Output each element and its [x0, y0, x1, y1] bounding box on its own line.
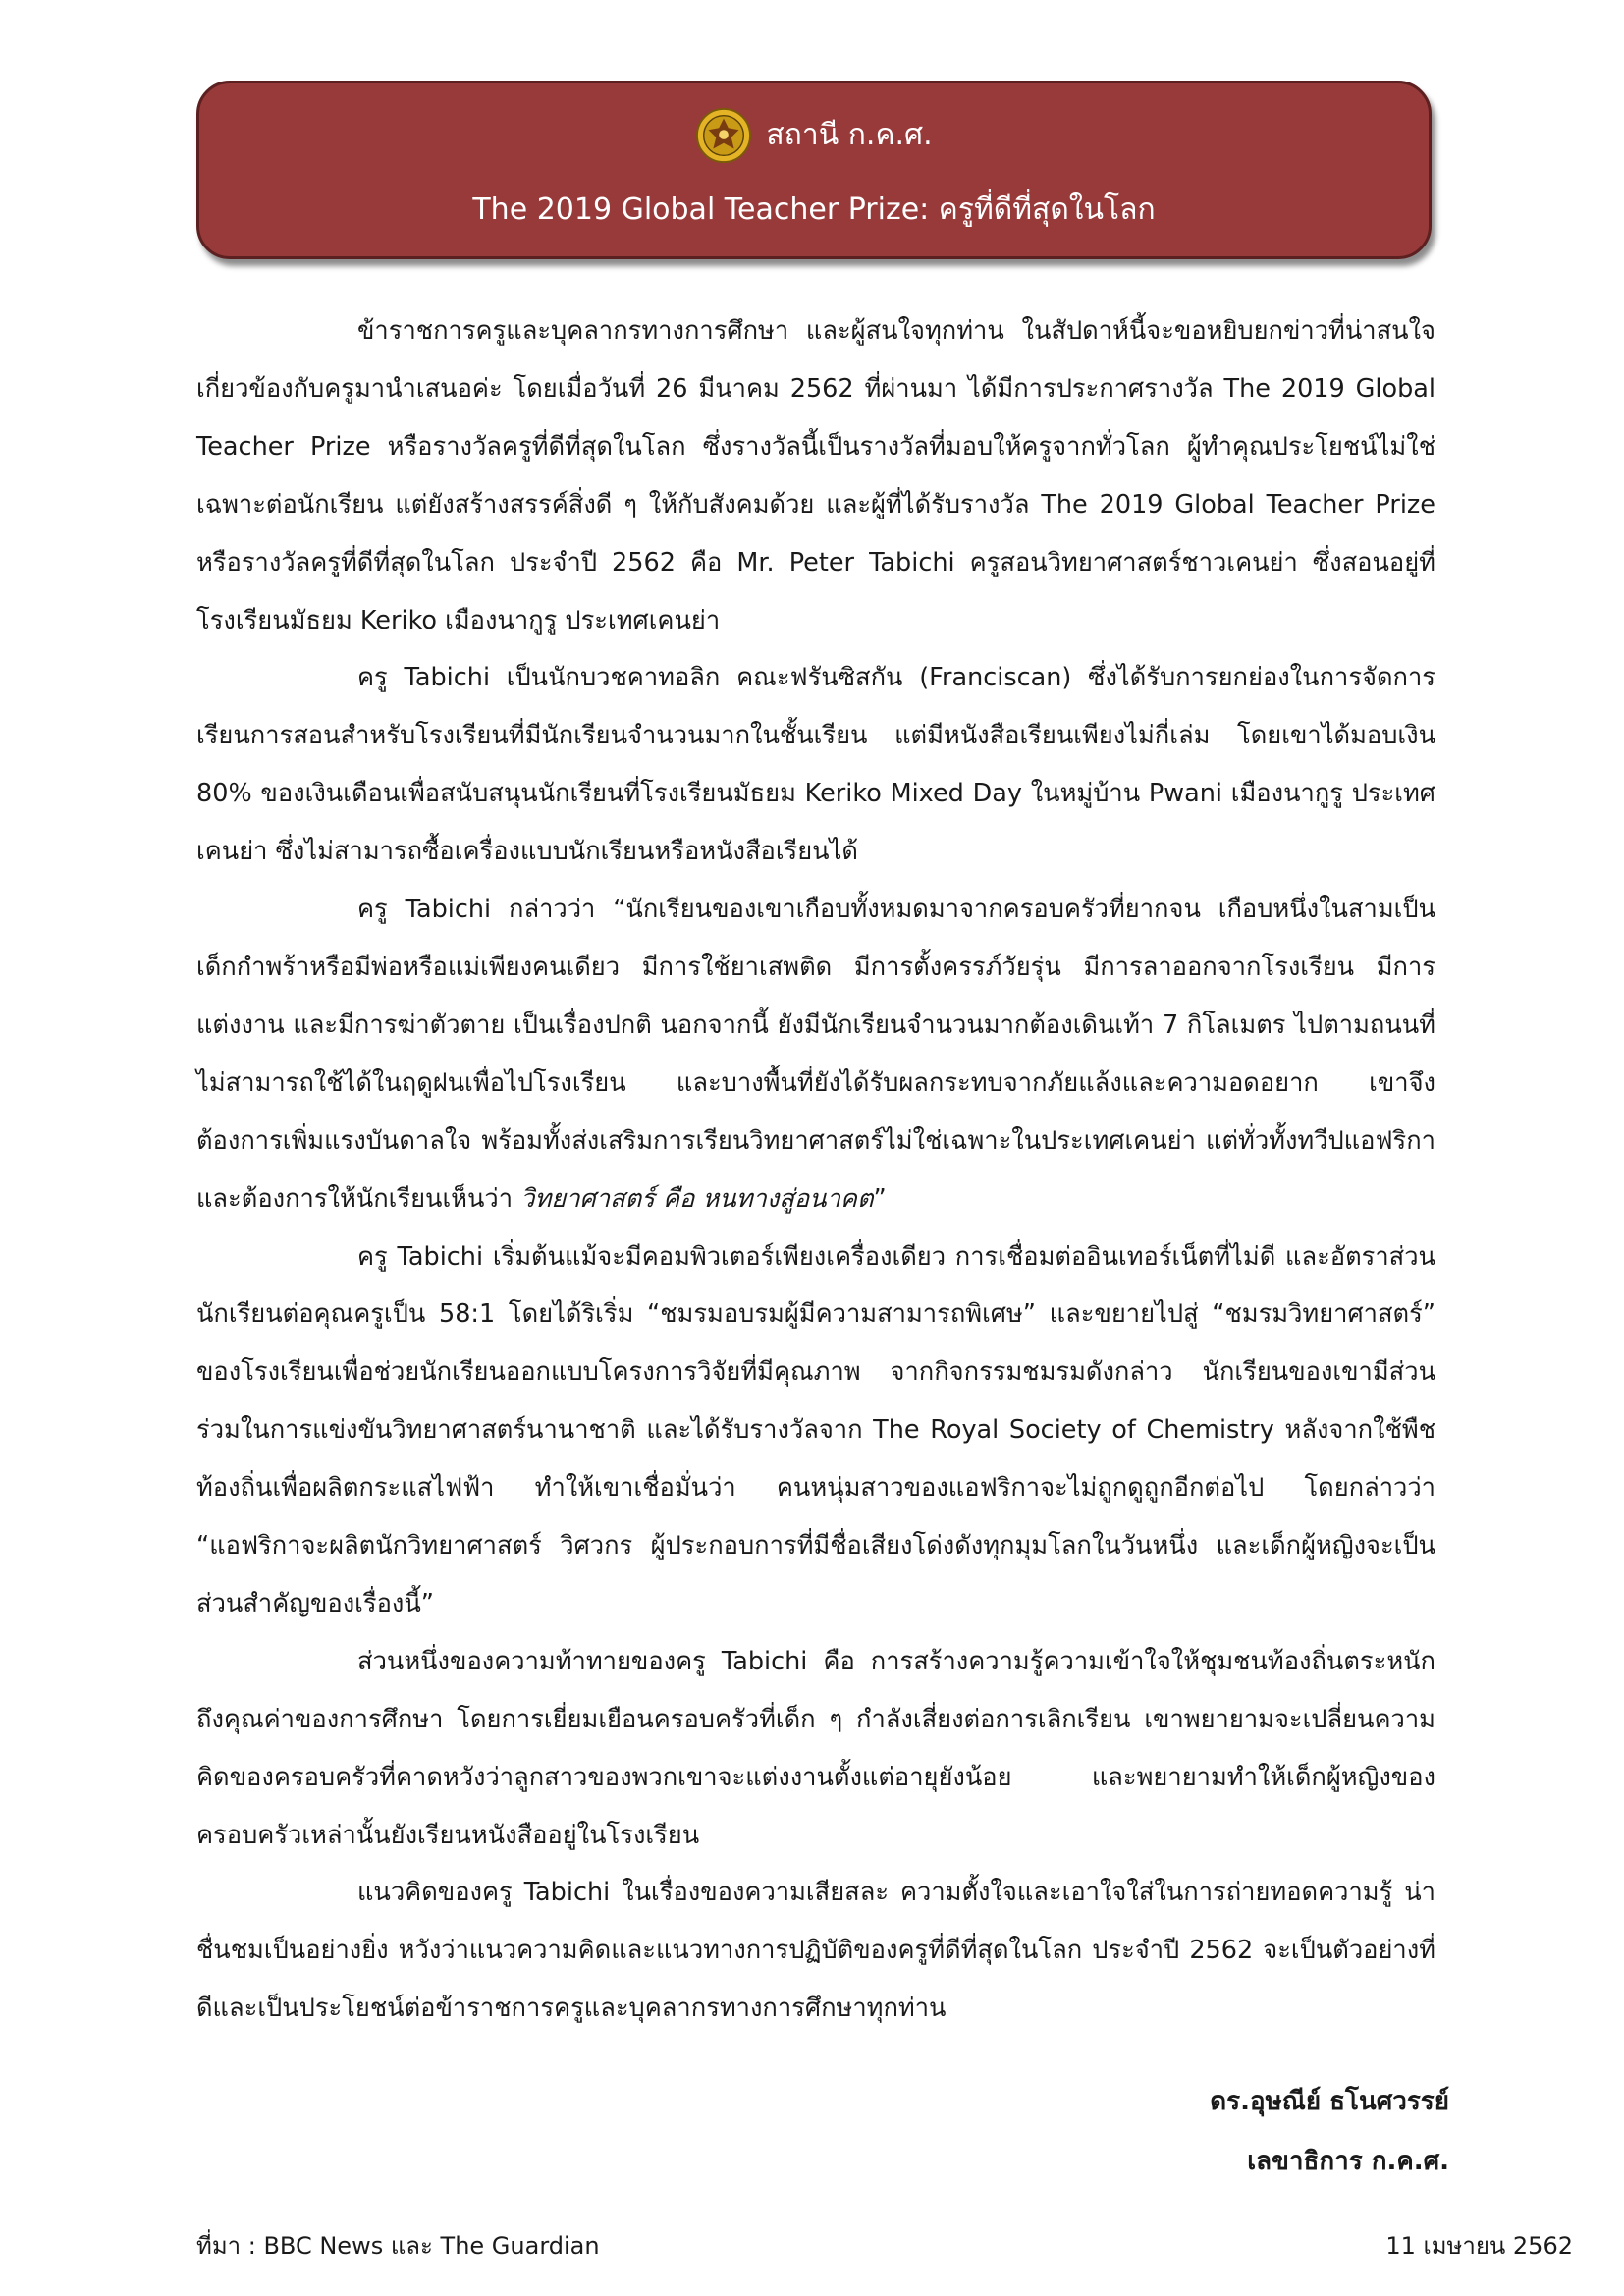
paragraph-background: ครู Tabichi เป็นนักบวชคาทอลิก คณะฟรันซิสกัน (Franciscan) ซึ่งได้รับการยกย่องในการจัดการเรียนการสอนสำหรับโรงเรียนที่มีนักเรียนจำนวนมากในชั้นเรียน แต่มีหนังสือเรียนเพียงไม่กี่เล่ม โดยเขาได้มอบเงิน 80% ของเงินเดือนเพื่อสนับสนุนนักเรียนที่โรงเรียนมัธยม Keriko Mixed Day ในหมู่บ้าน Pwani เมืองนากูรู ประเทศเคนย่า ซึ่งไม่สามารถซื้อเครื่องแบบนักเรียนหรือหนังสือเรียนได้: [196, 663, 1435, 867]
signature-block: [1210, 2072, 1449, 2192]
paragraph-quote: [196, 881, 1435, 1228]
station-name: สถานี ก.ค.ศ.: [766, 118, 933, 152]
garuda-seal-icon: [695, 107, 752, 164]
footer-source: ที่มา : BBC News และ The Guardian: [196, 2232, 600, 2260]
article-title: The 2019 Global Teacher Prize: ครูที่ดีที่สุดในโลก: [472, 192, 1156, 227]
paragraph-quote-text: ครู Tabichi กล่าวว่า “นักเรียนของเขาเกือบทั้งหมดมาจากครอบครัวที่ยากจน เกือบหนึ่งในสามเป็นเด็กกำพร้าหรือมีพ่อหรือแม่เพียงคนเดียว มีการใช้ยาเสพติด มีการตั้งครรภ์วัยรุ่น มีการลาออกจากโรงเรียน มีการแต่งงาน และมีการฆ่าตัวตาย เป็นเรื่องปกติ นอกจากนี้ ยังมีนักเรียนจำนวนมากต้องเดินเท้า 7 กิโลเมตร ไปตามถนนที่ไม่สามารถใช้ได้ในฤดูฝนเพื่อไปโรงเรียน และบางพื้นที่ยังได้รับผลกระทบจากภัยแล้งและความอดอยาก เขาจึงต้องการเพิ่มแรงบันดาลใจ พร้อมทั้งส่งเสริมการเรียนวิทยาศาสตร์ไม่ใช่เฉพาะในประเทศเคนย่า แต่ทั่วทั้งทวีปแอฟริกา และต้องการให้นักเรียนเห็นว่า: [196, 895, 1435, 1214]
footer-date: 11 เมษายน 2562: [1385, 2232, 1573, 2260]
banner-station-row: [199, 107, 1429, 164]
paragraph-conclusion: แนวคิดของครู Tabichi ในเรื่องของความเสียสละ ความตั้งใจและเอาใจใส่ในการถ่ายทอดความรู้ น่าชื่นชมเป็นอย่างยิ่ง หวังว่าแนวความคิดและแนวทางการปฏิบัติของครูที่ดีที่สุดในโลก ประจำปี 2562 จะเป็นตัวอย่างที่ดีและเป็นประโยชน์ต่อข้าราชการครูและบุคลากรทางการศึกษาทุกท่าน: [196, 1878, 1435, 2024]
paragraph-intro: ข้าราชการครูและบุคลากรทางการศึกษา และผู้สนใจทุกท่าน ในสัปดาห์นี้จะขอหยิบยกข่าวที่น่าสนใจเกี่ยวข้องกับครูมานำเสนอค่ะ โดยเมื่อวันที่ 26 มีนาคม 2562 ที่ผ่านมา ได้มีการประกาศรางวัล The 2019 Global Teacher Prize หรือรางวัลครูที่ดีที่สุดในโลก ซึ่งรางวัลนี้เป็นรางวัลที่มอบให้ครูจากทั่วโลก ผู้ทำคุณประโยชน์ไม่ใช่เฉพาะต่อนักเรียน แต่ยังสร้างสรรค์สิ่งดี ๆ ให้กับสังคมด้วย และผู้ที่ได้รับรางวัล The 2019 Global Teacher Prize หรือรางวัลครูที่ดีที่สุดในโลก ประจำปี 2562 คือ Mr. Peter Tabichi ครูสอนวิทยาศาสตร์ชาวเคนย่า ซึ่งสอนอยู่ที่โรงเรียนมัธยม Keriko เมืองนากูรู ประเทศเคนย่า: [196, 316, 1435, 635]
paragraph-challenges: ส่วนหนึ่งของความท้าทายของครู Tabichi คือ การสร้างความรู้ความเข้าใจให้ชุมชนท้องถิ่นตระหนักถึงคุณค่าของการศึกษา โดยการเยี่ยมเยือนครอบครัวที่เด็ก ๆ กำลังเสี่ยงต่อการเลิกเรียน เขาพยายามจะเปลี่ยนความคิดของครอบครัวที่คาดหวังว่าลูกสาวของพวกเขาจะแต่งงานตั้งแต่อายุยังน้อย และพยายามทำให้เด็กผู้หญิงของครอบครัวเหล่านั้นยังเรียนหนังสืออยู่ในโรงเรียน: [196, 1646, 1435, 1850]
paragraph-quote-emphasis: วิทยาศาสตร์ คือ หนทางสู่อนาคต: [520, 1183, 874, 1214]
header-banner: [196, 81, 1432, 259]
paragraph-quote-end: ”: [873, 1183, 887, 1214]
signature-name: ดร.อุษณีย์ ธโนศวรรย์: [1210, 2087, 1449, 2116]
article-body: [196, 302, 1435, 2038]
signature-position: เลขาธิการ ก.ค.ศ.: [1247, 2147, 1449, 2176]
paragraph-achievements: ครู Tabichi เริ่มต้นแม้จะมีคอมพิวเตอร์เพียงเครื่องเดียว การเชื่อมต่ออินเทอร์เน็ตที่ไม่ดี และอัตราส่วนนักเรียนต่อคุณครูเป็น 58:1 โดยได้ริเริ่ม “ชมรมอบรมผู้มีความสามารถพิเศษ” และขยายไปสู่ “ชมรมวิทยาศาสตร์” ของโรงเรียนเพื่อช่วยนักเรียนออกแบบโครงการวิจัยที่มีคุณภาพ จากกิจกรรมชมรมดังกล่าว นักเรียนของเขามีส่วนร่วมในการแข่งขันวิทยาศาสตร์นานาชาติ และได้รับรางวัลจาก The Royal Society of Chemistry หลังจากใช้พืชท้องถิ่นเพื่อผลิตกระแสไฟฟ้า ทำให้เขาเชื่อมั่นว่า คนหนุ่มสาวของแอฟริกาจะไม่ถูกดูถูกอีกต่อไป โดยกล่าวว่า “แอฟริกาจะผลิตนักวิทยาศาสตร์ วิศวกร ผู้ประกอบการที่มีชื่อเสียงโด่งดังทุกมุมโลกในวันหนึ่ง และเด็กผู้หญิงจะเป็นส่วนสำคัญของเรื่องนี้”: [196, 1241, 1435, 1618]
